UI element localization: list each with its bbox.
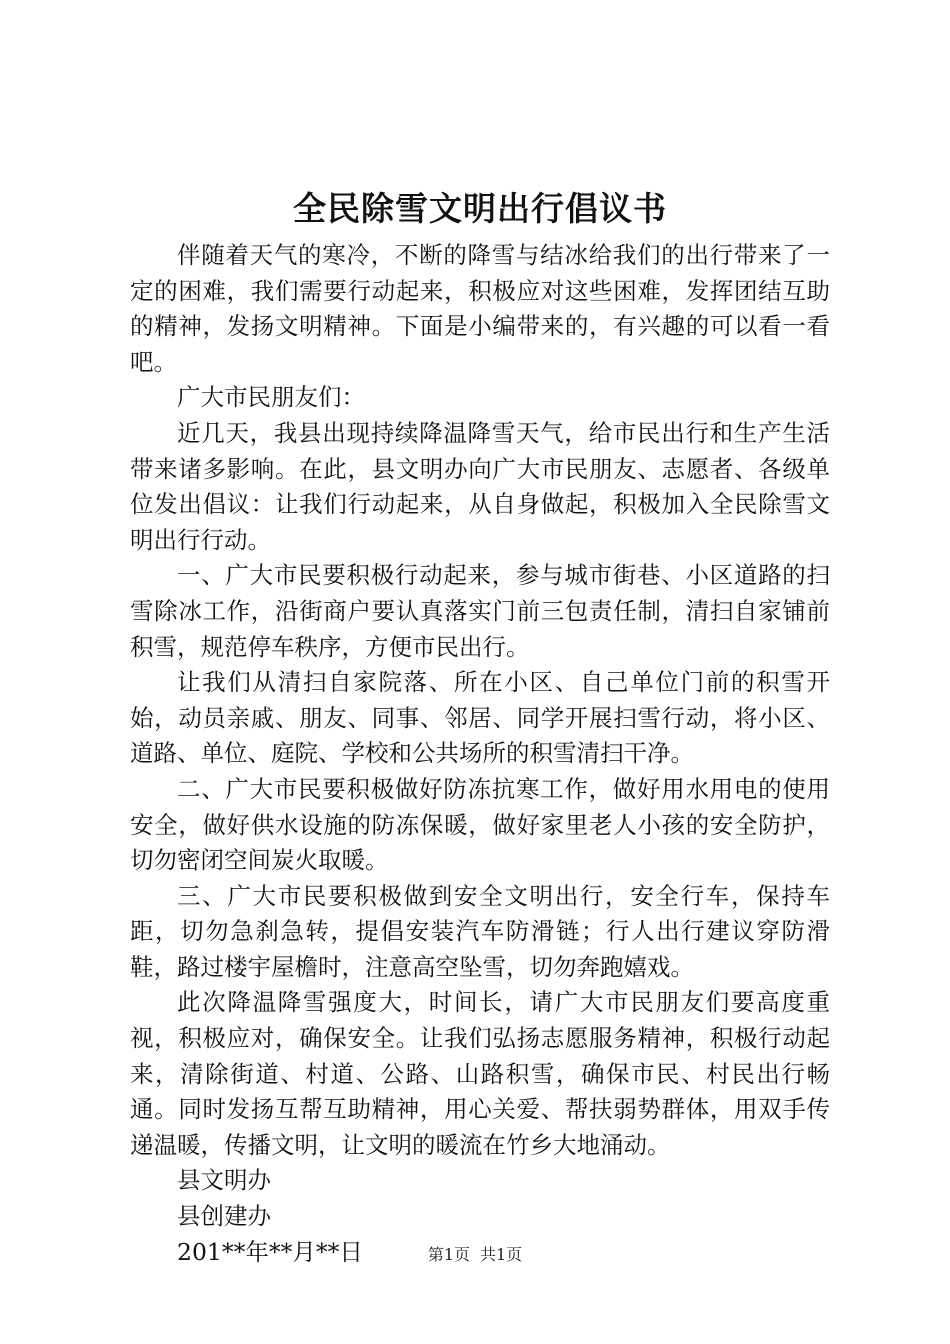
body-paragraph: 让我们从清扫自家院落、所在小区、自己单位门前的积雪开始，动员亲戚、朋友、同事、邻居、同学开展扫雪行动，将小区、道路、单位、庭院、学校和公共场所的积雪清扫干净。 — [130, 668, 830, 768]
salutation: 广大市民朋友们： — [177, 383, 365, 412]
document-title: 全民除雪文明出行倡议书 — [293, 189, 667, 228]
signature-date: 201**年**月**日 — [177, 1237, 363, 1266]
page-footer — [0, 1242, 950, 1265]
body-paragraph: 近几天，我县出现持续降温降雪天气，给市民出行和生产生活带来诸多影响。在此，县文明办向广大市民朋友、志愿者、各级单位发出倡议：让我们行动起来，从自身做起，积极加入全民除雪文明出行行动。 — [130, 418, 830, 554]
page-total: 共1页 — [480, 1245, 523, 1264]
signature-org-2: 县创建办 — [177, 1202, 271, 1231]
closing-paragraph: 此次降温降雪强度大，时间长，请广大市民朋友们要高度重视，积极应对，确保安全。让我们弘扬志愿服务精神，积极行动起来，清除街道、村道、公路、山路积雪，确保市民、村民出行畅通。同时发扬互帮互助精神，用心关爱、帮扶弱势群体，用双手传递温暖，传播文明，让文明的暖流在竹乡大地涌动。 — [130, 988, 830, 1159]
item-three-paragraph: 三、广大市民要积极做到安全文明出行，安全行车，保持车距，切勿急刹急转，提倡安装汽车防滑链；行人出行建议穿防滑鞋，路过楼宇屋檐时，注意高空坠雪，切勿奔跑嬉戏。 — [130, 881, 830, 981]
item-two-paragraph: 二、广大市民要积极做好防冻抗寒工作，做好用水用电的使用安全，做好供水设施的防冻保暖，做好家里老人小孩的安全防护，切勿密闭空间炭火取暖。 — [130, 774, 830, 875]
intro-paragraph: 伴随着天气的寒冷，不断的降雪与结冰给我们的出行带来了一定的困难，我们需要行动起来，积极应对这些困难，发挥团结互助的精神，发扬文明精神。下面是小编带来的，有兴趣的可以看一看吧。 — [130, 241, 830, 376]
signature-org-1: 县文明办 — [177, 1166, 271, 1195]
item-one-paragraph: 一、广大市民要积极行动起来，参与城市街巷、小区道路的扫雪除冰工作，沿街商户要认真落实门前三包责任制，清扫自家铺前积雪，规范停车秩序，方便市民出行。 — [130, 561, 830, 661]
page-number: 第1页 — [427, 1245, 470, 1264]
document-body — [130, 180, 830, 1270]
